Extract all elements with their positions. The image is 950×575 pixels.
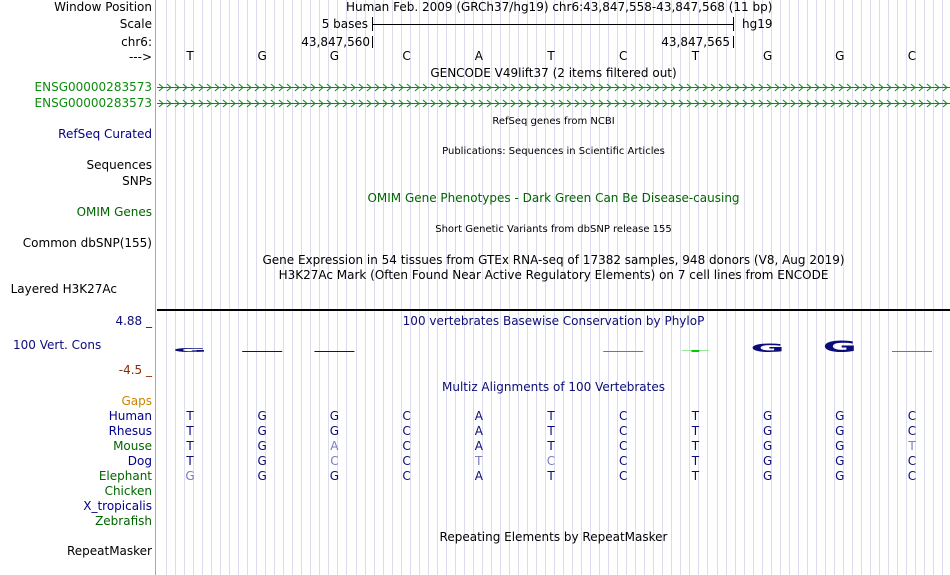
reference-base: T: [691, 49, 700, 63]
aligned-base: T: [186, 439, 194, 453]
repeatmasker-title[interactable]: Repeating Elements by RepeatMasker: [439, 530, 668, 544]
aligned-base: C: [402, 454, 411, 468]
sequences-label[interactable]: Sequences: [86, 158, 152, 172]
aligned-base: T: [186, 409, 194, 423]
species-label: Elephant: [98, 469, 152, 483]
aligned-base: T: [691, 424, 700, 438]
aligned-base: T: [691, 454, 700, 468]
aligned-base: C: [618, 454, 628, 468]
phylop-bar: [892, 351, 932, 352]
aligned-base: C: [402, 439, 411, 453]
phylop-letter: G: [750, 341, 785, 356]
reference-base: T: [547, 49, 555, 63]
aligned-base: G: [257, 469, 267, 483]
aligned-base: T: [691, 409, 700, 423]
gencode-item-1-label[interactable]: ENSG00000283573: [34, 80, 152, 94]
phylop-bar: [242, 351, 282, 352]
aligned-base: A: [474, 439, 483, 453]
aligned-base: G: [835, 439, 845, 453]
aligned-base: A: [330, 439, 339, 453]
aligned-base: G: [835, 409, 845, 423]
aligned-base: C: [618, 424, 628, 438]
window-position-value[interactable]: Human Feb. 2009 (GRCh37/hg19) chr6:43,847,558-43,847,568 (11 bp): [346, 0, 773, 14]
aligned-base: G: [762, 424, 773, 438]
aligned-base: G: [762, 469, 773, 483]
cons-max-label: 4.88 _: [115, 314, 152, 328]
aligned-base: T: [547, 424, 555, 438]
gencode-item-2-label[interactable]: ENSG00000283573: [34, 96, 152, 110]
aligned-base: G: [257, 409, 267, 423]
cons-min-label: -4.5 _: [118, 363, 152, 377]
aligned-base: A: [474, 424, 483, 438]
species-label: Dog: [127, 454, 152, 468]
aligned-base: A: [474, 409, 483, 423]
snps-label[interactable]: SNPs: [122, 174, 152, 188]
h3k27ac-label[interactable]: Layered H3K27Ac: [10, 282, 117, 296]
coord-right: 43,847,565: [661, 35, 730, 49]
scale-bases-text: 5 bases: [321, 17, 368, 31]
aligned-base: C: [618, 469, 628, 483]
reference-base: C: [618, 49, 628, 63]
aligned-base: T: [908, 439, 916, 453]
scale-label: Scale: [119, 17, 152, 31]
species-label: Chicken: [104, 484, 152, 498]
phylop-logo[interactable]: [157, 330, 950, 360]
phylop-bar: [603, 351, 643, 352]
omim-label[interactable]: OMIM Genes: [76, 205, 152, 219]
reference-base: T: [186, 49, 194, 63]
species-label: Mouse: [113, 439, 152, 453]
scale-db-label: hg19: [742, 17, 773, 31]
aligned-base: G: [257, 454, 267, 468]
phylop-bar: [314, 351, 354, 352]
aligned-base: G: [835, 469, 845, 483]
aligned-base: G: [762, 439, 773, 453]
aligned-base: G: [329, 424, 340, 438]
aligned-base: C: [546, 454, 556, 468]
repeatmasker-label[interactable]: RepeatMasker: [66, 544, 152, 558]
h3k27ac-title[interactable]: H3K27Ac Mark (Often Found Near Active Regulatory Elements) on 7 cell lines from ENCODE: [278, 268, 829, 282]
species-label: X_tropicalis: [83, 499, 152, 513]
aligned-base: A: [474, 469, 483, 483]
aligned-base: G: [329, 409, 340, 423]
aligned-base: T: [547, 439, 555, 453]
multiz-title[interactable]: Multiz Alignments of 100 Vertebrates: [441, 380, 666, 394]
aligned-base: G: [185, 469, 195, 483]
reference-base: G: [257, 49, 267, 63]
aligned-base: C: [402, 469, 411, 483]
aligned-base: T: [691, 439, 700, 453]
publications-title[interactable]: Publications: Sequences in Scientific Articles: [442, 146, 665, 157]
chrom-label: chr6:: [121, 35, 152, 49]
aligned-base: C: [618, 439, 628, 453]
aligned-base: C: [907, 409, 917, 423]
aligned-base: T: [186, 454, 194, 468]
coord-left-tick: [372, 36, 373, 48]
refseq-label[interactable]: RefSeq Curated: [58, 127, 152, 141]
aligned-base: C: [907, 454, 917, 468]
gencode-item-1-feature[interactable]: [157, 82, 950, 93]
aligned-base: C: [618, 409, 628, 423]
species-label: Rhesus: [108, 424, 152, 438]
gaps-label[interactable]: Gaps: [121, 394, 152, 408]
cons-label[interactable]: 100 Vert. Cons: [13, 338, 102, 352]
reference-base: G: [762, 49, 773, 63]
reference-base: G: [835, 49, 845, 63]
aligned-base: G: [257, 424, 267, 438]
species-label: Human: [108, 409, 152, 423]
reference-base: C: [402, 49, 411, 63]
aligned-base: T: [691, 469, 700, 483]
phylop-letter: G: [172, 347, 208, 354]
aligned-base: G: [762, 454, 773, 468]
aligned-base: C: [402, 424, 411, 438]
coord-right-tick: [733, 36, 734, 48]
reference-base: A: [474, 49, 483, 63]
aligned-base: G: [329, 469, 340, 483]
dbsnp-label[interactable]: Common dbSNP(155): [22, 236, 152, 250]
coord-left: 43,847,560: [301, 35, 370, 49]
aligned-base: G: [257, 439, 267, 453]
window-position-label: Window Position: [54, 0, 152, 14]
aligned-base: T: [547, 469, 555, 483]
aligned-base: T: [547, 409, 555, 423]
aligned-base: C: [402, 409, 411, 423]
cons-title[interactable]: 100 vertebrates Basewise Conservation by PhyloP: [402, 314, 705, 328]
aligned-base: T: [186, 424, 194, 438]
aligned-base: C: [907, 424, 917, 438]
phylop-letter: G: [822, 337, 857, 357]
scale-bar: [372, 17, 734, 31]
species-label: Zebrafish: [95, 514, 152, 528]
reference-base: C: [907, 49, 917, 63]
reference-base: G: [329, 49, 340, 63]
gencode-title[interactable]: GENCODE V49lift37 (2 items filtered out): [430, 66, 677, 80]
aligned-base: G: [762, 409, 773, 423]
aligned-base: G: [835, 424, 845, 438]
label-divider: [155, 0, 156, 575]
strand-label: --->: [128, 50, 152, 64]
aligned-base: T: [475, 454, 483, 468]
aligned-base: C: [330, 454, 339, 468]
h3k27ac-signal-baseline: [157, 309, 950, 311]
aligned-base: C: [907, 469, 917, 483]
omim-title[interactable]: OMIM Gene Phenotypes - Dark Green Can Be Disease-causing: [367, 191, 740, 205]
gencode-item-2-feature[interactable]: [157, 98, 950, 109]
phylop-letter: T: [681, 349, 710, 353]
gtex-title[interactable]: Gene Expression in 54 tissues from GTEx RNA-seq of 17382 samples, 948 donors (V8, Aug 2019): [262, 253, 845, 267]
refseq-title[interactable]: RefSeq genes from NCBI: [492, 116, 615, 127]
dbsnp-title[interactable]: Short Genetic Variants from dbSNP release 155: [435, 224, 672, 235]
aligned-base: G: [835, 454, 845, 468]
